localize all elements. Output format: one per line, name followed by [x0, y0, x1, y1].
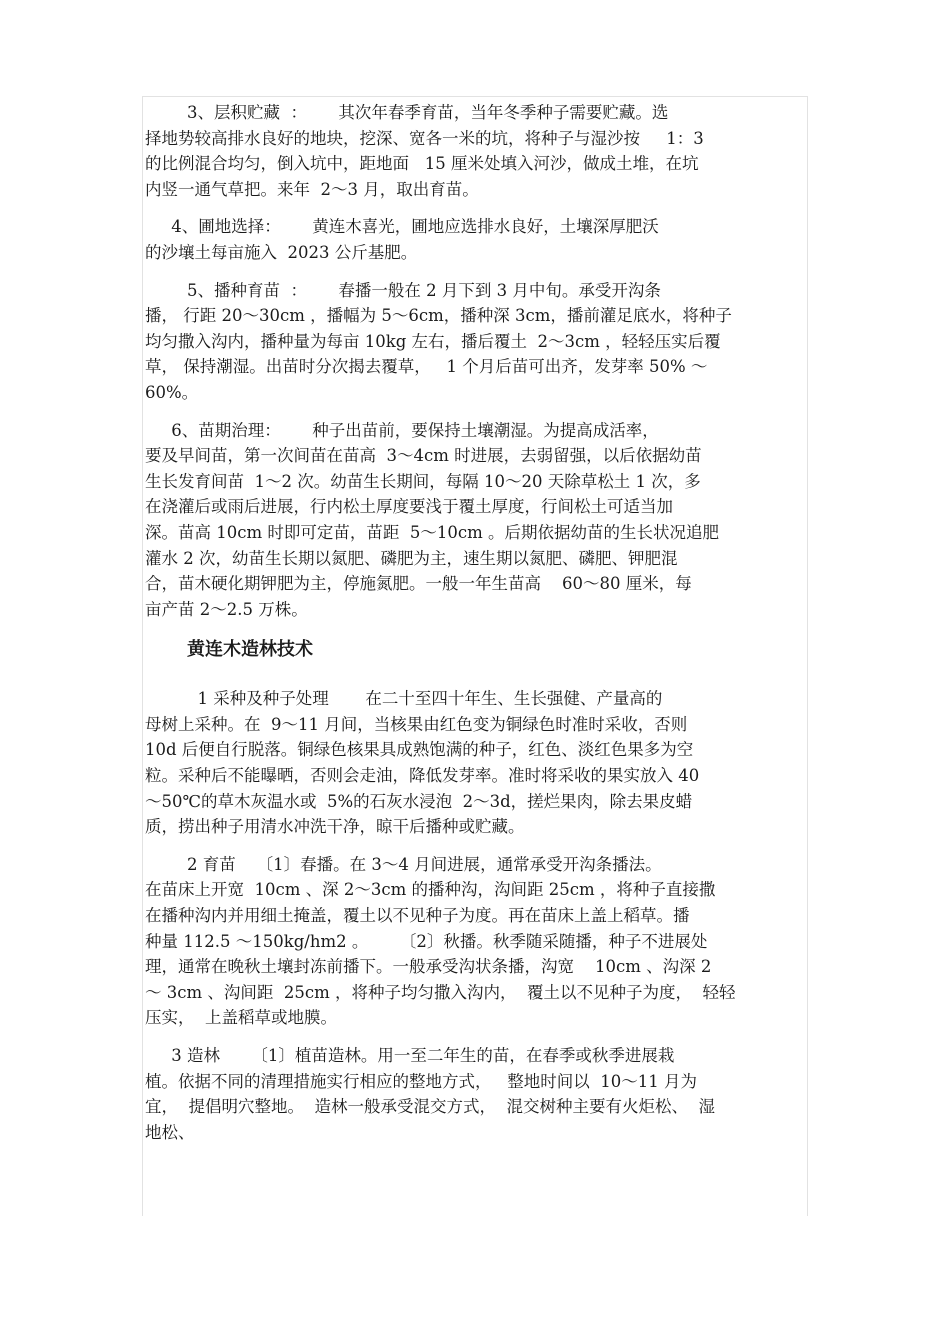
- text-line: 压实， 上盖稻草或地膜。: [145, 1008, 337, 1028]
- text-line: 3 造林 〔1〕植苗造林。用一至二年生的苗，在春季或秋季进展栽: [145, 1046, 675, 1065]
- text-line: 亩产苗 2～2.5 万株。: [145, 599, 308, 619]
- text-line: 内竖一通气草把。来年 2～3 月，取出育苗。: [145, 179, 479, 199]
- paragraph: [145, 278, 805, 406]
- paragraph: [145, 1043, 805, 1145]
- text-line: ～ 3cm 、沟间距 25cm ，将种子均匀撒入沟内， 覆土以不见种子为度， 轻轻: [145, 982, 736, 1002]
- text-line: 播， 行距 20～30cm ，播幅为 5～6cm，播种深 3cm，播前灌足底水，将种子: [145, 306, 732, 326]
- text-line: 灌水 2 次，幼苗生长期以氮肥、磷肥为主，速生期以氮肥、磷肥、钾肥混: [145, 548, 678, 568]
- text-line: 质，捞出种子用清水冲洗干净，晾干后播种或贮藏。: [145, 817, 525, 837]
- text-line: 10d 后便自行脱落。铜绿色核果具成熟饱满的种子，红色、淡红色果多为空: [145, 740, 694, 760]
- text-line: 1 采种及种子处理 在二十至四十年生、生长强健、产量高的: [145, 689, 663, 709]
- afforestation-section: [145, 686, 805, 1145]
- text-line: 3、层积贮藏 ： 其次年春季育苗，当年冬季种子需要贮藏。选: [145, 103, 669, 122]
- text-line: 草， 保持潮湿。出苗时分次揭去覆草， 1 个月后苗可出齐，发芽率 50% ～: [145, 357, 708, 377]
- text-line: 生长发育间苗 1～2 次。幼苗生长期间，每隔 10～20 天除草松土 1 次，多: [145, 471, 701, 491]
- text-line: 在苗床上开宽 10cm 、深 2～3cm 的播种沟，沟间距 25cm ，将种子直接撒: [145, 880, 716, 900]
- text-line: 2 育苗 〔1〕春播。在 3～4 月间进展，通常承受开沟条播法。: [145, 854, 662, 874]
- text-line: 的比例混合均匀，倒入坑中，距地面 15 厘米处填入河沙，做成土堆，在坑: [145, 154, 699, 174]
- nursery-section: [145, 100, 805, 622]
- section-heading: 黄连木造林技术: [187, 639, 313, 661]
- document-body: [145, 100, 805, 1157]
- text-line: ～50℃的草木灰温水或 5%的石灰水浸泡 2～3d，搓烂果肉，除去果皮蜡: [145, 791, 693, 811]
- text-line: 宜， 提倡明穴整地。 造林一般承受混交方式， 混交树种主要有火炬松、 湿: [145, 1097, 715, 1117]
- text-line: 植。依据不同的清理措施实行相应的整地方式， 整地时间以 10～11 月为: [145, 1071, 697, 1091]
- text-line: 深。苗高 10cm 时即可定苗，苗距 5～10cm 。后期依据幼苗的生长状况追肥: [145, 522, 719, 542]
- paragraph: [145, 852, 805, 1031]
- text-line: 择地势较高排水良好的地块，挖深、宽各一米的坑，将种子与湿沙按 1：3: [145, 128, 704, 148]
- text-line: 合，苗木硬化期钾肥为主，停施氮肥。一般一年生苗高 60～80 厘米，每: [145, 574, 692, 594]
- text-line: 要及早间苗，第一次间苗在苗高 3～4cm 时进展，去弱留强，以后依据幼苗: [145, 446, 702, 466]
- text-line: 在浇灌后或雨后进展，行内松土厚度要浅于覆土厚度，行间松土可适当加: [145, 497, 673, 517]
- text-line: 在播种沟内并用细土掩盖，覆土以不见种子为度。再在苗床上盖上稻草。播: [145, 906, 690, 926]
- paragraph: [145, 418, 805, 623]
- text-line: 的沙壤土每亩施入 2023 公斤基肥。: [145, 242, 418, 262]
- text-line: 地松、: [145, 1122, 195, 1142]
- text-line: 种量 112.5 ～150kg/hm2 。 〔2〕秋播。秋季随采随播，种子不进展处: [145, 931, 708, 951]
- text-line: 粒。采种后不能曝晒，否则会走油，降低发芽率。准时将采收的果实放入 40: [145, 766, 700, 786]
- text-line: 60%。: [145, 382, 199, 402]
- paragraph: [145, 100, 805, 202]
- paragraph: [145, 214, 805, 265]
- text-line: 5、播种育苗 ： 春播一般在 2 月下到 3 月中旬。承受开沟条: [145, 280, 661, 300]
- text-line: 4、圃地选择： 黄连木喜光，圃地应选排水良好，土壤深厚肥沃: [145, 217, 659, 237]
- text-line: 6、苗期治理： 种子出苗前，要保持土壤潮湿。为提高成活率，: [145, 420, 659, 440]
- text-line: 均匀撒入沟内，播种量为每亩 10kg 左右，播后覆土 2～3cm ，轻轻压实后覆: [145, 331, 721, 351]
- text-line: 母树上采种。在 9～11 月间，当核果由红色变为铜绿色时准时采收，否则: [145, 714, 688, 734]
- paragraph: [145, 686, 805, 840]
- text-line: 理，通常在晚秋土壤封冻前播下。一般承受沟状条播，沟宽 10cm 、沟深 2: [145, 957, 712, 977]
